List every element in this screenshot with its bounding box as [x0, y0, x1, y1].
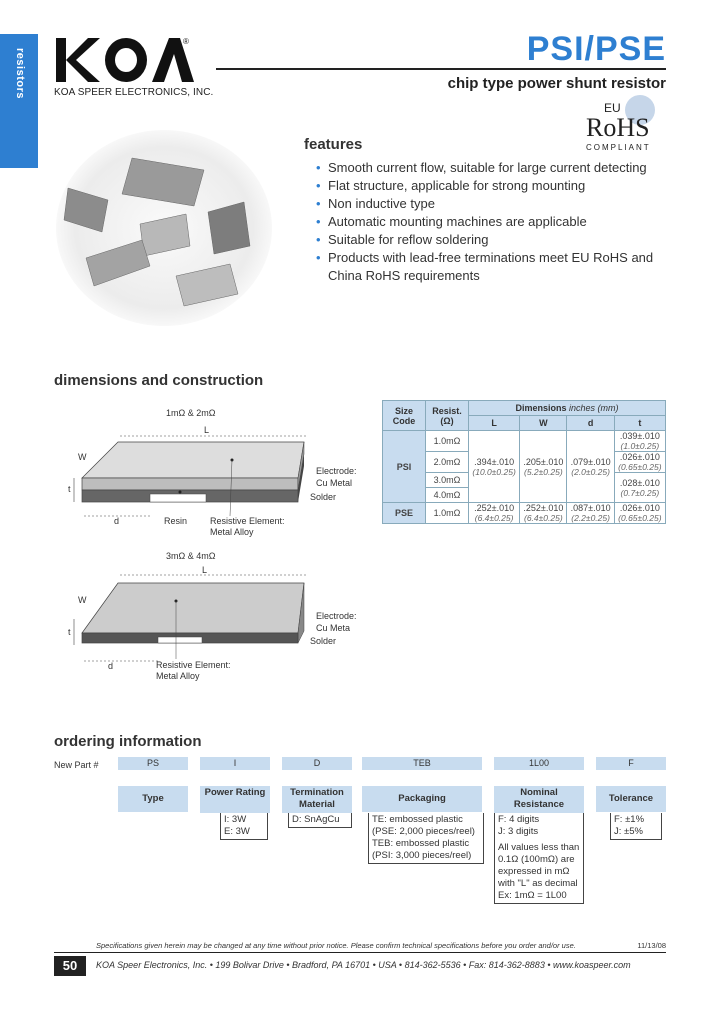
- diagram2-resistive2: Metal Alloy: [156, 671, 200, 681]
- feature-item: • Non inductive type: [316, 196, 435, 211]
- th-W: W: [520, 416, 567, 431]
- order-values-packaging: TE: embossed plastic (PSE: 2,000 pieces/reel) TEB: embossed plastic (PSI: 3,000 pieces/reel): [368, 813, 484, 864]
- th-dims: Dimensions: [515, 403, 567, 413]
- th-ohm: (Ω): [440, 415, 454, 426]
- side-tab-label: resistors: [14, 48, 26, 99]
- rohs-eu: EU: [604, 101, 621, 115]
- th-d: d: [567, 416, 614, 431]
- diagram1-resistive: Resistive Element:: [210, 516, 285, 526]
- order-label-type: Type: [118, 786, 188, 812]
- diagram1-resin: Resin: [164, 516, 188, 526]
- order-values-resistance: F: 4 digits J: 3 digits All values less than 0.1Ω (100mΩ) are expressed in mΩ with "L" as decimal Ex: 1mΩ = 1L00: [494, 813, 584, 904]
- diagram2-electrode2: Cu Meta: [316, 623, 351, 633]
- feature-item: • Automatic mounting machines are applicable: [316, 214, 587, 229]
- footer-address: KOA Speer Electronics, Inc. • 199 Bolivar Drive • Bradford, PA 16701 • USA • 814-362-5536 • Fax: 814-362-8883 • www.koaspeer.com: [96, 960, 631, 970]
- order-code-resistance: 1L00: [494, 757, 584, 770]
- order-values-termination: D: SnAgCu: [288, 813, 352, 828]
- th-size: Size: [394, 405, 413, 416]
- resist-cell: 1.0mΩ: [426, 431, 469, 452]
- diagram2-title: 3mΩ & 4mΩ: [166, 551, 216, 561]
- title-rule: [216, 68, 666, 70]
- diagram1-L: L: [204, 425, 210, 435]
- pse-d-cell: .087±.010 (2.2±0.25): [567, 503, 614, 524]
- rohs-compliant: COMPLIANT: [586, 143, 651, 152]
- svg-text:®: ®: [183, 37, 189, 46]
- feature-item: • Suitable for reflow soldering: [316, 232, 489, 247]
- diagram1-electrode: Electrode:: [316, 466, 357, 476]
- psi-L-cell: .394±.010 (10.0±0.25): [469, 431, 520, 503]
- new-part-label: New Part #: [54, 760, 99, 770]
- diagram1-solder: Solder: [310, 492, 337, 502]
- product-title: PSI/PSE: [526, 30, 666, 68]
- ordering-heading: ordering information: [54, 733, 202, 750]
- th-dims-unit: inches (mm): [569, 403, 619, 413]
- code-pse: PSE: [383, 503, 426, 524]
- resist-cell: 2.0mΩ: [426, 452, 469, 473]
- diagram2-d: d: [108, 661, 114, 671]
- features-heading: features: [304, 136, 363, 153]
- feature-item: • Products with lead-free terminations meet EU RoHS and China RoHS requirements: [316, 250, 654, 283]
- diagram2-W: W: [78, 595, 87, 605]
- diagram2-L: L: [202, 565, 208, 575]
- order-code-power: I: [200, 757, 270, 770]
- order-code-tolerance: F: [596, 757, 666, 770]
- t-cell: .028±.010 (0.7±0.25): [614, 473, 665, 503]
- order-label-resistance: Nominal Resistance: [494, 786, 584, 813]
- rohs-mark: RoHS: [586, 113, 650, 142]
- th-L: L: [469, 416, 520, 431]
- resist-cell: 3.0mΩ: [426, 473, 469, 488]
- footer-rule: [54, 952, 666, 953]
- diagram1-electrode2: Cu Metal: [316, 478, 353, 488]
- dimensions-heading: dimensions and construction: [54, 372, 264, 389]
- company-name: KOA SPEER ELECTRONICS, INC.: [54, 87, 214, 98]
- resist-cell: 1.0mΩ: [426, 503, 469, 524]
- order-label-tolerance: Tolerance: [596, 786, 666, 812]
- diagram2-resistive: Resistive Element:: [156, 660, 231, 670]
- pse-L-cell: .252±.010 (6.4±0.25): [469, 503, 520, 524]
- order-label-termination: Termination Material: [282, 786, 352, 813]
- psi-W-cell: .205±.010 (5.2±0.25): [520, 431, 567, 503]
- th-code: Code: [392, 415, 416, 426]
- diagram1-W: W: [78, 452, 87, 462]
- diagram1-title: 1mΩ & 2mΩ: [166, 408, 216, 418]
- order-values-tolerance: F: ±1% J: ±5%: [610, 813, 662, 840]
- rohs-logo: [582, 94, 666, 152]
- th-t: t: [614, 416, 665, 431]
- koa-logo: [54, 34, 194, 86]
- t-cell: .039±.010 (1.0±0.25): [614, 431, 665, 452]
- diagram2-solder: Solder: [310, 636, 337, 646]
- psi-d-cell: .079±.010 (2.0±0.25): [567, 431, 614, 503]
- footer-date: 11/13/08: [637, 941, 666, 950]
- diagram2-t: t: [68, 627, 71, 637]
- feature-item: • Smooth current flow, suitable for large current detecting: [316, 160, 647, 175]
- page-number: 50: [54, 956, 86, 976]
- diagram1-resistive2: Metal Alloy: [210, 527, 254, 537]
- diagram2-electrode: Electrode:: [316, 611, 357, 621]
- th-resist: Resist.: [432, 405, 462, 416]
- order-values-power: I: 3W E: 3W: [220, 813, 268, 840]
- order-code-termination: D: [282, 757, 352, 770]
- resist-cell: 4.0mΩ: [426, 488, 469, 503]
- order-label-packaging: Packaging: [362, 786, 482, 812]
- t-cell: .026±.010 (0.65±0.25): [614, 452, 665, 473]
- diagram1-t: t: [68, 484, 71, 494]
- pse-W-cell: .252±.010 (6.4±0.25): [520, 503, 567, 524]
- pse-t-cell: .026±.010 (0.65±0.25): [614, 503, 665, 524]
- code-psi: PSI: [383, 431, 426, 503]
- order-code-packaging: TEB: [362, 757, 482, 770]
- feature-item: • Flat structure, applicable for strong mounting: [316, 178, 586, 193]
- construction-diagram-2: [54, 547, 374, 687]
- diagram1-d: d: [114, 516, 120, 526]
- footer-disclaimer: Specifications given herein may be changed at any time without prior notice. Please confirm technical specifications before you order and/or use. 11/13/08: [96, 941, 666, 950]
- features-list: [316, 159, 676, 285]
- product-photo: [54, 128, 274, 328]
- dimensions-table: [382, 400, 666, 524]
- product-subtitle: chip type power shunt resistor: [447, 75, 666, 92]
- order-code-type: PS: [118, 757, 188, 770]
- construction-diagram-1: [54, 402, 374, 547]
- order-label-power: Power Rating: [200, 786, 270, 813]
